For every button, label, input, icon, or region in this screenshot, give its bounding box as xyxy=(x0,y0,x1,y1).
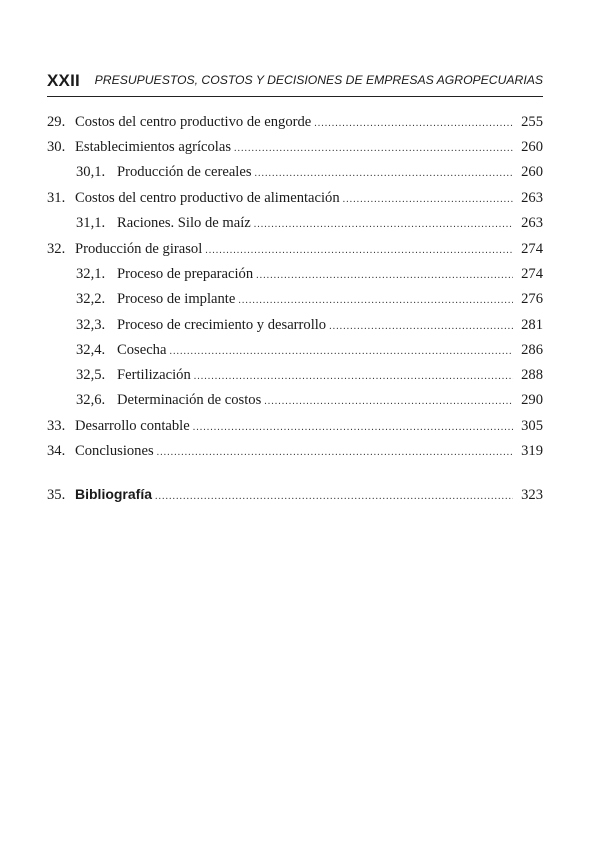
toc-entry xyxy=(47,135,543,160)
toc-entry-title: Conclusiones xyxy=(75,443,154,459)
dot-leader xyxy=(238,288,513,313)
toc-entry-number: 33. xyxy=(47,418,66,434)
toc-subentry xyxy=(76,338,543,363)
dot-leader xyxy=(205,238,513,263)
dot-leader xyxy=(194,364,513,389)
toc-entry-title: Determinación de costos xyxy=(117,392,262,408)
dot-leader xyxy=(264,389,513,414)
toc-entry-number: 34. xyxy=(47,443,66,459)
toc-entry-title: Proceso de crecimiento y desarrollo xyxy=(117,317,327,333)
dot-leader xyxy=(255,161,513,186)
toc-subentry xyxy=(76,287,543,312)
toc-entry xyxy=(47,439,543,464)
toc-entry-number: 29. xyxy=(47,114,66,130)
toc-entry-page: 255 xyxy=(521,114,543,130)
toc-entry xyxy=(47,414,543,439)
toc-entry-number: 32,1. xyxy=(76,266,106,282)
toc-entry-number: 32,5. xyxy=(76,367,106,383)
toc-entry-number: 32. xyxy=(47,241,66,257)
toc-entry-title: Raciones. Silo de maíz xyxy=(117,215,251,231)
toc-entry-page: 274 xyxy=(521,266,543,282)
toc-subentry xyxy=(76,313,543,338)
toc-entry-page: 274 xyxy=(521,241,543,257)
running-title: PRESUPUESTOS, COSTOS Y DECISIONES DE EMPRESAS AGROPECUARIAS xyxy=(94,73,543,87)
toc-entry-page: 323 xyxy=(521,487,543,503)
toc-subentry xyxy=(76,160,543,185)
toc-entry-title: Desarrollo contable xyxy=(75,418,190,434)
toc-subentry xyxy=(76,262,543,287)
toc-subentry xyxy=(76,211,543,236)
dot-leader xyxy=(314,111,513,136)
toc-entry-page: 263 xyxy=(521,190,543,206)
toc-subentry xyxy=(76,388,543,413)
toc-entry-title: Costos del centro productivo de alimentación xyxy=(75,190,340,206)
toc-entry-page: 288 xyxy=(521,367,543,383)
dot-leader xyxy=(169,339,513,364)
toc-entry-page: 260 xyxy=(521,139,543,155)
toc-entry-page: 286 xyxy=(521,342,543,358)
toc-entry-title: Producción de girasol xyxy=(75,241,203,257)
dot-leader xyxy=(193,415,513,440)
toc-entry-number: 31. xyxy=(47,190,66,206)
page-number: XXII xyxy=(47,71,80,90)
dot-leader xyxy=(234,136,513,161)
toc-entry-title: Costos del centro productivo de engorde xyxy=(75,114,312,130)
toc-entry-number: 32,3. xyxy=(76,317,106,333)
toc-entry-page: 276 xyxy=(521,291,543,307)
toc-entry xyxy=(47,110,543,135)
dot-leader xyxy=(343,187,513,212)
toc-entry-page: 319 xyxy=(521,443,543,459)
dot-leader xyxy=(254,212,513,237)
dot-leader xyxy=(329,314,513,339)
dot-leader xyxy=(155,484,513,509)
toc-entry-number: 30,1. xyxy=(76,164,106,180)
toc-entry-number: 32,2. xyxy=(76,291,106,307)
toc-entry xyxy=(47,186,543,211)
toc-entry-title: Proceso de implante xyxy=(117,291,236,307)
toc-entry-number: 32,4. xyxy=(76,342,106,358)
running-header xyxy=(47,70,543,97)
dot-leader xyxy=(256,263,513,288)
toc-entry-title: Bibliografía xyxy=(75,486,153,502)
toc-entry-number: 35. xyxy=(47,487,66,503)
toc-entry-number: 30. xyxy=(47,139,66,155)
toc-entry-title: Establecimientos agrícolas xyxy=(75,139,232,155)
toc-entry-title: Proceso de preparación xyxy=(117,266,254,282)
toc-entry-bibliography xyxy=(47,482,543,507)
dot-leader xyxy=(157,440,513,465)
toc-subentry xyxy=(76,363,543,388)
toc-entry-page: 290 xyxy=(521,392,543,408)
toc-entry-title: Producción de cereales xyxy=(117,164,252,180)
toc-entry-title: Cosecha xyxy=(117,342,167,358)
toc-entry xyxy=(47,237,543,262)
toc-entry-title: Fertilización xyxy=(117,367,191,383)
toc-entry-page: 281 xyxy=(521,317,543,333)
toc-entry-number: 32,6. xyxy=(76,392,106,408)
toc-entry-page: 263 xyxy=(521,215,543,231)
toc-entry-page: 305 xyxy=(521,418,543,434)
toc-entry-page: 260 xyxy=(521,164,543,180)
toc-entry-number: 31,1. xyxy=(76,215,106,231)
